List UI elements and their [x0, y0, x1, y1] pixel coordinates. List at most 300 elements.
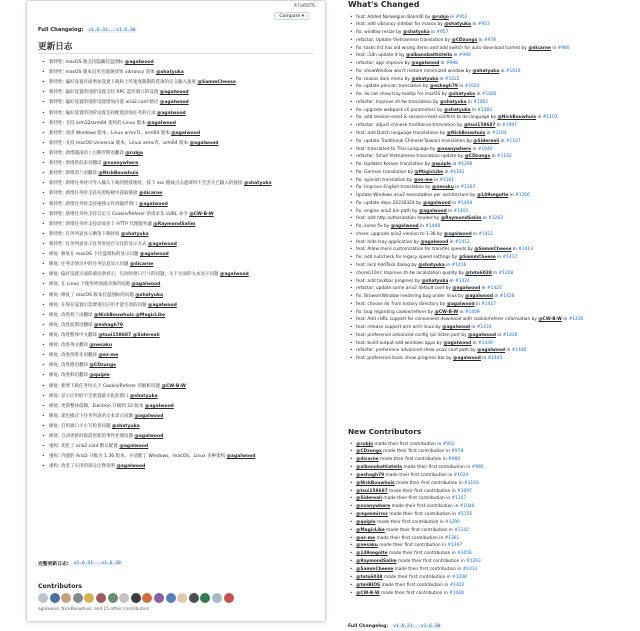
user-link[interactable]: @shatyuka: [120, 231, 149, 237]
list-item: [42, 432, 320, 442]
user-link[interactable]: @agalwood: [443, 340, 472, 346]
user-link[interactable]: @albanobattistella: [405, 53, 453, 59]
list-item: [350, 270, 640, 278]
item-text: 新特性: 新增荷兰语翻译: [49, 171, 99, 177]
list-item: [42, 311, 320, 321]
user-link[interactable]: @agalwood: [159, 90, 189, 96]
pr-link[interactable]: #1208: [498, 270, 514, 276]
item-text: made their first contribution in: [378, 457, 449, 463]
user-link[interactable]: @agalwood: [420, 239, 449, 245]
item-text: 新特性: 偏好设置页面增加设置下载和上传速度限制的选项的定义输入速度: [49, 80, 198, 86]
list-item: [350, 535, 640, 543]
user-link[interactable]: @RaymondSalim: [153, 221, 196, 227]
user-link[interactable]: @rubjo: [431, 14, 449, 20]
user-link[interactable]: @shatyuka: [421, 278, 449, 284]
item-text: 修复: 任务详情页中的任务信息显示问题: [49, 262, 130, 268]
pr-link[interactable]: #957: [436, 30, 449, 36]
item-text: fix: Updates Korean translation by: [356, 162, 432, 168]
pr-link[interactable]: #1417: [502, 255, 518, 261]
list-item: [350, 582, 640, 590]
user-link[interactable]: @shatyuka: [443, 107, 471, 113]
pr-link[interactable]: #1085: [481, 92, 497, 98]
pr-link[interactable]: #1290: [445, 519, 460, 525]
list-item: [350, 285, 640, 293]
user-link[interactable]: @toto6038: [356, 574, 383, 580]
pr-link[interactable]: #1436: [502, 332, 518, 338]
pr-link[interactable]: #1409: [464, 309, 480, 315]
commit-hash[interactable]: 47a6876: [293, 3, 315, 9]
item-text: 修复: 改进德语翻译: [49, 363, 90, 369]
user-link[interactable]: @CDzungx: [89, 363, 117, 369]
in-text: in: [452, 53, 459, 59]
avatar[interactable]: [154, 593, 164, 603]
user-link[interactable]: @shatyuka: [439, 99, 467, 105]
user-link[interactable]: @agalwood: [446, 301, 475, 307]
user-link[interactable]: @SammCheese: [458, 255, 496, 261]
in-text: in: [429, 30, 437, 36]
pr-link[interactable]: #1426: [499, 294, 515, 300]
user-link[interactable]: @agalwood: [147, 302, 177, 308]
pr-link[interactable]: #1361: [444, 535, 460, 541]
user-link[interactable]: @ez-me: [356, 535, 376, 541]
user-link[interactable]: @agalwood: [144, 403, 174, 409]
user-link[interactable]: @Siderealí: [473, 138, 500, 144]
item-text: 修复: 深色模式下任务列表的文本显示问题: [49, 413, 135, 419]
list-item: [350, 503, 640, 511]
user-link[interactable]: @agalwood: [156, 110, 186, 116]
user-link[interactable]: @RaymondSalim: [440, 216, 482, 222]
item-text: made their first contribution in: [375, 519, 446, 525]
user-link[interactable]: @mpmmirror: [356, 512, 388, 518]
user-link[interactable]: @shatyuka: [111, 423, 140, 429]
in-text: in: [448, 278, 456, 284]
pr-link[interactable]: #953: [477, 22, 490, 28]
list-item: [42, 412, 320, 422]
user-link[interactable]: @agalwood: [411, 61, 440, 67]
pr-link[interactable]: #1427: [481, 301, 496, 307]
user-link[interactable]: @agalwood: [189, 140, 219, 146]
item-text: refactor: app improve by: [356, 61, 412, 67]
in-text: in: [491, 270, 499, 276]
list-item: [350, 550, 640, 558]
user-link[interactable]: @shatyuka: [402, 30, 430, 36]
user-link[interactable]: @shatyuka: [129, 393, 158, 399]
item-text: feat: Add cURL support for convenient download with cookie/referer information by: [356, 317, 539, 323]
avatar[interactable]: [224, 593, 234, 603]
item-text: fix: spanish translation by: [356, 177, 414, 183]
user-link[interactable]: @tsoi158687: [463, 123, 496, 129]
item-text: 修复: 在 Linux 下使用界面滚动条的问题: [49, 282, 132, 288]
pr-link[interactable]: #1367: [460, 185, 476, 191]
user-link[interactable]: @ez-me: [413, 177, 433, 183]
user-link[interactable]: @agalwood: [452, 356, 481, 362]
pr-link[interactable]: #980: [448, 457, 461, 463]
full-changelog-line-2: [38, 560, 123, 567]
user-link[interactable]: @nxanywhere: [436, 146, 472, 152]
list-item: [350, 480, 640, 488]
user-link[interactable]: @agalwood: [124, 60, 154, 65]
user-link[interactable]: @agalwood: [226, 454, 256, 460]
pr-link[interactable]: #1411: [478, 231, 494, 237]
user-link[interactable]: @tmiBIOS: [356, 582, 381, 588]
user-link[interactable]: @nesaku: [356, 543, 378, 549]
item-text: fix: update deps 20230324 by: [356, 200, 423, 206]
item-text: made their first contribution in: [393, 567, 463, 572]
item-text: fix: macos dark menu by: [356, 76, 412, 82]
in-text: in: [495, 255, 503, 261]
pr-link[interactable]: #1413: [518, 247, 533, 253]
in-text: in: [448, 14, 456, 20]
user-link[interactable]: @eshagh79: [356, 472, 385, 478]
item-text: refactor: adjust chinese traditional translation by: [356, 123, 464, 129]
pr-link[interactable]: #990: [458, 53, 471, 59]
user-link[interactable]: @NickBouwhuis: [497, 115, 537, 121]
pr-link[interactable]: #1097: [502, 123, 517, 129]
user-link[interactable]: @agalwood: [131, 282, 161, 288]
pr-link[interactable]: #1040: [477, 146, 493, 152]
pr-link[interactable]: #952: [442, 441, 455, 447]
pr-link[interactable]: #1142: [454, 527, 469, 533]
item-text: made their first contribution in: [384, 472, 454, 478]
pr-link[interactable]: #980: [557, 45, 570, 51]
pr-link[interactable]: #1022: [444, 76, 460, 82]
item-text: made their first contribution in: [380, 582, 450, 588]
list-item: [350, 45, 640, 53]
user-link[interactable]: @Siderealí: [356, 496, 383, 502]
release-card-chinese: [26, 0, 326, 622]
list-item: [350, 37, 640, 45]
item-text: fix: some fix by: [356, 224, 391, 230]
user-link[interactable]: @agalwood: [171, 130, 201, 136]
pr-link[interactable]: #1062: [473, 99, 488, 105]
user-link[interactable]: @rubjo: [356, 441, 374, 447]
list-item: [350, 99, 640, 107]
full-changelog-link[interactable]: v1.6.31...v1.6.30: [88, 27, 136, 33]
user-link[interactable]: @NickBouwhuis: [356, 480, 395, 486]
user-link[interactable]: @rubjo: [125, 150, 144, 156]
user-link[interactable]: @shatyuka: [418, 263, 445, 268]
user-link[interactable]: @dicarne: [356, 457, 379, 463]
list-item: [42, 189, 320, 199]
pr-link[interactable]: #1107: [451, 496, 467, 502]
pr-link[interactable]: #952: [455, 14, 468, 20]
pr-link[interactable]: #1416: [451, 263, 467, 268]
pr-link[interactable]: #1155: [457, 512, 473, 518]
pr-link[interactable]: #1103: [464, 480, 479, 486]
user-link[interactable]: @agalwood: [138, 201, 168, 207]
item-text: feat: build output add windows apps by: [356, 340, 444, 346]
list-item: [350, 441, 640, 449]
pr-link[interactable]: #1404: [457, 200, 473, 206]
item-text: 修复: 改进西班牙语翻译: [49, 353, 99, 359]
item-text: 重构: 内置的 Aria2 升级为 1.36 版本，并适配了 Windows、macOS、Linux 多种架构: [49, 454, 227, 460]
item-text: fix: tasks list has old wrong items and add switch for auto download torrent by: [356, 45, 529, 51]
avatar[interactable]: [177, 593, 187, 603]
in-text: in: [495, 332, 503, 338]
section-title: 更新日志: [38, 42, 73, 52]
user-link[interactable]: @149segolte: [476, 193, 509, 199]
item-text: fix: add session-reset & session-reset-confirm to de language by: [356, 115, 498, 121]
user-link[interactable]: @tsoi158687 @Siderealí: [98, 332, 160, 338]
full-changelog-line-3: [348, 624, 442, 629]
user-link[interactable]: @agalwood: [134, 413, 164, 419]
in-text: in: [511, 247, 519, 253]
pr-link[interactable]: #1439: [478, 340, 493, 346]
user-link[interactable]: @agalwood: [422, 200, 451, 206]
user-link[interactable]: @agalwood: [442, 325, 471, 331]
avatar[interactable]: [73, 593, 83, 603]
avatar[interactable]: [200, 593, 210, 603]
user-link[interactable]: @agalwood: [134, 434, 164, 440]
user-link[interactable]: @agalwood: [452, 286, 481, 292]
user-link[interactable]: @toto6038: [465, 270, 492, 276]
pr-link[interactable]: #1412: [454, 239, 470, 245]
user-link[interactable]: @agalwood: [418, 208, 447, 214]
item-text: fix: BrowserWindow rendering bug under linux by: [356, 294, 466, 300]
list-item: [350, 83, 640, 91]
avatar[interactable]: [84, 593, 94, 603]
pr-link[interactable]: #1290: [457, 162, 473, 168]
user-link[interactable]: @shatyuka: [411, 76, 439, 82]
list-item: [350, 169, 640, 177]
list-item: [350, 91, 640, 99]
item-text: feat: add taskbar progress by: [356, 278, 422, 284]
list-item: [42, 240, 320, 250]
user-link[interactable]: @CW-B-W: [538, 317, 562, 323]
user-link[interactable]: @CDzungx: [356, 449, 382, 455]
user-link[interactable]: @shatyuka: [243, 181, 272, 187]
user-link[interactable]: @agalwood: [147, 241, 177, 247]
item-text: feat: hide tray application by: [356, 239, 421, 245]
user-link[interactable]: @quiple: [356, 519, 376, 525]
item-text: 修复: 修复在 macOS 下托盘图标的显示问题: [49, 252, 140, 258]
pr-link[interactable]: #1424: [455, 278, 470, 284]
in-text: in: [439, 61, 446, 67]
list-item: [350, 262, 640, 270]
avatar[interactable]: [96, 593, 106, 603]
list-item: [42, 169, 320, 179]
user-link[interactable]: @eshagh79: [93, 322, 124, 328]
user-link[interactable]: @CDzungx: [451, 37, 478, 43]
user-link[interactable]: @149segolte: [356, 551, 388, 557]
pr-link[interactable]: #978: [451, 449, 464, 455]
user-link[interactable]: @CW-B-W: [161, 383, 186, 389]
user-link[interactable]: @nxanywhere: [102, 161, 139, 167]
avatar[interactable]: [166, 593, 176, 603]
list-item: [350, 130, 640, 138]
list-item: [350, 122, 640, 130]
list-item: [42, 220, 320, 230]
user-link[interactable]: @nesaku: [431, 185, 454, 191]
user-link[interactable]: @shatyuka: [444, 22, 471, 28]
list-item: [350, 192, 640, 200]
user-link[interactable]: @nxanywhere: [356, 504, 391, 510]
in-text: in: [475, 92, 482, 98]
user-link[interactable]: @eshagh79: [429, 84, 458, 90]
pr-link[interactable]: #1019: [505, 68, 521, 74]
in-text: in: [561, 317, 569, 323]
user-link[interactable]: @CW-B-W: [356, 590, 380, 596]
user-link[interactable]: @SammCheese: [356, 567, 394, 572]
pr-link[interactable]: #1425: [486, 286, 502, 292]
pr-link[interactable]: #1104: [491, 130, 507, 136]
item-text: refactor: Improve zh-tw translation by: [356, 99, 440, 105]
pr-link[interactable]: #1024: [453, 472, 469, 478]
in-text: in: [474, 301, 482, 307]
avatar[interactable]: [189, 593, 199, 603]
pr-link[interactable]: #1208: [452, 574, 467, 580]
in-text: in: [550, 45, 558, 51]
list-item: [350, 146, 640, 154]
pr-link[interactable]: #1430: [568, 317, 584, 323]
list-item: [42, 462, 320, 472]
pr-link[interactable]: #1162: [497, 154, 512, 160]
in-text: in: [499, 138, 506, 144]
user-link[interactable]: @quiple: [431, 162, 452, 168]
list-item: [42, 179, 320, 189]
pr-link[interactable]: #1445: [487, 356, 503, 362]
user-link[interactable]: @NickBouwhuis @MagicLike: [93, 312, 166, 318]
in-text: in: [536, 115, 543, 121]
item-text: 修复: 修复了 macOS 版本托盘图标的问题: [49, 292, 136, 298]
pr-link[interactable]: #1440: [511, 348, 527, 354]
user-link[interactable]: @dicarne: [129, 262, 154, 268]
user-link[interactable]: @CW-B-W: [434, 309, 459, 315]
list-item: [42, 149, 320, 159]
pr-link[interactable]: #1263: [488, 216, 503, 222]
list-item: [350, 495, 640, 503]
pr-link[interactable]: #1040: [459, 504, 475, 510]
user-link[interactable]: @agalwood: [119, 444, 149, 450]
item-text: 新特性: 新增越南语 / 白俄罗斯语翻译: [49, 150, 126, 156]
user-link[interactable]: @nesaku: [89, 343, 113, 349]
pr-link[interactable]: #1428: [449, 590, 464, 596]
item-text: chore: upgrade aria2 version to 1.36 by: [356, 231, 444, 237]
user-link[interactable]: @shatyuka: [135, 292, 164, 298]
user-link[interactable]: @shatyuka: [156, 70, 184, 76]
pr-link[interactable]: #1056: [457, 551, 472, 557]
user-link[interactable]: @RaymondSalim: [356, 559, 397, 565]
item-text: fix: update persian translation by: [356, 84, 430, 90]
item-text: made their first contribution in: [375, 535, 445, 541]
user-link[interactable]: @MagicLike: [414, 169, 444, 175]
user-link[interactable]: @agalwood: [116, 464, 146, 470]
user-link[interactable]: @CW-B-W: [189, 211, 214, 217]
pr-link[interactable]: #1142: [449, 169, 465, 175]
pr-link[interactable]: #1422: [449, 582, 465, 588]
list-item: [350, 278, 640, 286]
in-text: in: [481, 216, 489, 222]
in-text: in: [480, 286, 487, 292]
pr-link[interactable]: #1103: [542, 115, 558, 121]
avatar[interactable]: [131, 593, 141, 603]
pr-link[interactable]: #1434: [476, 325, 492, 331]
user-link[interactable]: @quiple: [89, 373, 110, 379]
in-text: in: [438, 76, 445, 82]
pr-link[interactable]: #998: [445, 61, 458, 67]
pr-link[interactable]: #990: [471, 465, 484, 471]
user-link[interactable]: @dicarne: [528, 45, 551, 51]
user-link[interactable]: @agalwood: [468, 332, 496, 338]
full-changelog-line: [38, 27, 137, 33]
user-link[interactable]: @agalwood: [147, 120, 176, 126]
pr-link[interactable]: #1405: [453, 208, 469, 214]
item-text: refactor: Update Vietnamese translation by: [356, 37, 452, 43]
user-link[interactable]: @SammCheese: [197, 80, 236, 86]
pr-link[interactable]: #1107: [505, 138, 521, 144]
avatar[interactable]: [212, 593, 222, 603]
in-text: in: [470, 325, 477, 331]
new-contributors-list: [350, 441, 640, 598]
full-changelog-link-3[interactable]: v1.6.31...v1.6.30: [393, 624, 441, 629]
pr-link[interactable]: #1024: [464, 84, 480, 90]
pr-link[interactable]: #1408: [425, 224, 441, 230]
avatar[interactable]: [50, 593, 60, 603]
item-text: 修复: 改进波斯语翻译: [49, 322, 94, 328]
pr-link[interactable]: #1097: [457, 488, 472, 494]
item-text: feat: Added Norwegian Bokmål by: [356, 14, 432, 20]
pr-link[interactable]: #1083: [477, 107, 493, 113]
item-text: 修复: 启用端口大小写检查问题: [49, 423, 112, 429]
user-link[interactable]: @CDzungx: [464, 154, 491, 160]
item-text: 重构: 改善了应用的部分注释说明: [49, 464, 117, 470]
list-item: [350, 254, 640, 262]
divider: [38, 53, 314, 54]
avatar[interactable]: [61, 593, 71, 603]
item-text: made their first contribution in: [390, 504, 460, 510]
list-item: [350, 208, 640, 216]
user-link[interactable]: @shatyuka: [472, 68, 500, 74]
list-item: [42, 129, 320, 139]
user-link[interactable]: @ez-me: [98, 353, 119, 359]
pr-link[interactable]: #1361: [439, 177, 455, 183]
user-link[interactable]: @SammCheese: [474, 247, 512, 253]
compare-button[interactable]: Compare ▾: [274, 12, 309, 20]
list-item: [350, 153, 640, 161]
user-link[interactable]: @NickBouwhuis: [98, 171, 139, 177]
avatar[interactable]: [142, 593, 152, 603]
pr-link[interactable]: #1263: [466, 559, 481, 565]
avatar[interactable]: [108, 593, 118, 603]
item-text: 修复: 改进荷兰语翻译: [49, 312, 94, 318]
item-text: fix: window resize by: [356, 30, 403, 36]
user-link[interactable]: @agalwood: [139, 252, 169, 258]
user-link[interactable]: @agalwood: [390, 224, 419, 230]
user-link[interactable]: @albanobattistella: [356, 465, 403, 471]
pr-link[interactable]: #1413: [462, 567, 478, 572]
pr-link[interactable]: #1367: [447, 543, 463, 549]
full-changelog-label: Full Changelog:: [38, 27, 84, 33]
user-link[interactable]: @agalwood: [159, 100, 189, 106]
contributor-avatars: [38, 593, 234, 603]
list-item: [42, 98, 320, 108]
avatar[interactable]: [119, 593, 129, 603]
in-text: in: [451, 162, 458, 168]
user-link[interactable]: @dicarne: [138, 191, 163, 197]
avatar[interactable]: [38, 593, 48, 603]
user-link[interactable]: @MagicLike: [356, 527, 385, 533]
full-changelog-link-2[interactable]: v1.6.31...v1.6.30: [73, 561, 121, 566]
user-link[interactable]: @agalwood: [465, 294, 493, 300]
user-link[interactable]: @shatyuka: [448, 92, 476, 98]
user-link[interactable]: @agalwood: [219, 272, 249, 278]
user-link[interactable]: @tsoi158687: [356, 488, 388, 494]
user-link[interactable]: @agalwood: [477, 348, 505, 354]
user-link[interactable]: @NickBouwhuis: [446, 130, 486, 136]
pr-link[interactable]: #978: [484, 37, 496, 43]
user-link[interactable]: @agalwood: [443, 231, 472, 237]
pr-link[interactable]: #1356: [515, 193, 530, 199]
